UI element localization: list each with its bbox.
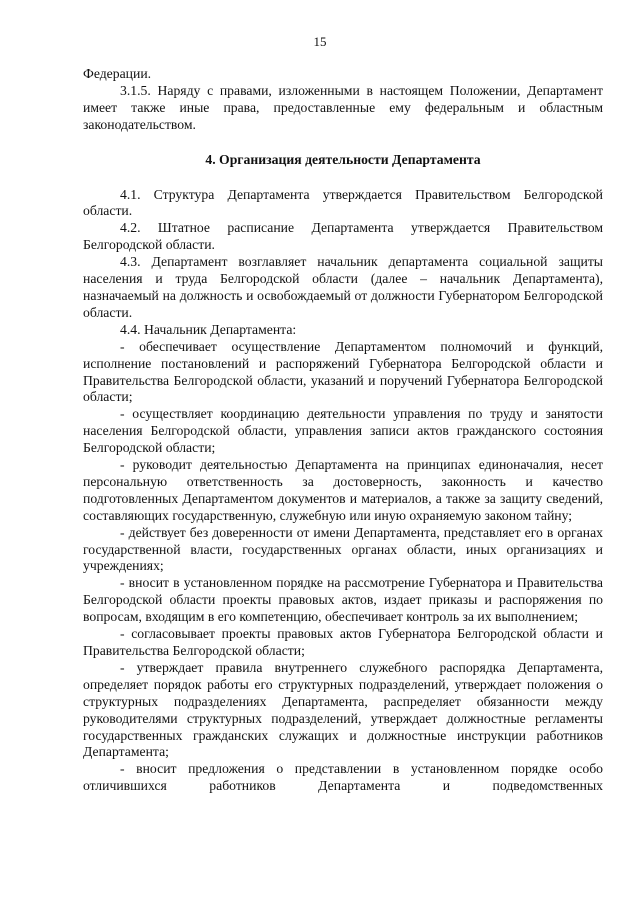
- list-item-ensures-powers: - обеспечивает осуществление Департаментом полномочий и функций, исполнение постановлений и распоряжений Губернатора Белгородской области и Правительства Белгородской области, указаний и поручений Губернатора Белгородской области;: [83, 338, 603, 405]
- paragraph-4-3: 4.3. Департамент возглавляет начальник департамента социальной защиты населения и труда Белгородской области (далее – начальник Департамента), назначаемый на должность и освобождаемый от должности Губернатором Белгородской области.: [83, 254, 603, 320]
- list-item-proposals: - вносит предложения о представлении в установленном порядке особо отличившихся работников Департамента и подведомственных: [83, 761, 603, 794]
- paragraph-4-4: 4.4. Начальник Департамента:: [120, 321, 297, 337]
- page-number: 15: [313, 34, 327, 49]
- list-item-submits-drafts: - вносит в установленном порядке на рассмотрение Губернатора и Правительства Белгородской области проекты правовых актов, издает приказы и распоряжения по вопросам, входящим в его компетенцию, обеспечивает контроль за их выполнением;: [83, 575, 603, 625]
- section-heading: 4. Организация деятельности Департамента: [205, 151, 481, 167]
- list-item-coordination: - осуществляет координацию деятельности управления по труду и занятости населения Белгородской области, управления записи актов гражданского состояния Белгородской области;: [83, 406, 603, 456]
- list-item-manages: - руководит деятельностью Департамента на принципах единоначалия, несет персональную ответственность за достоверность, законность и качество подготовленных Департаментом документов и материалов, а также за защиту сведений, составляющих государственную, служебную или иную охраняемую законом тайну;: [83, 457, 603, 523]
- list-item-approves-drafts: - согласовывает проекты правовых актов Губернатора Белгородской области и Правительства Белгородской области;: [83, 626, 603, 658]
- list-item-approves-rules: - утверждает правила внутреннего служебного распорядка Департамента, определяет порядок работы его структурных подразделений, утверждает положения о структурных подразделениях Департамента, распределяет обязанности между руководителями структурных подразделений, утверждает должностные регламенты государственных гражданских служащих и должностные инструкции работников Департамента;: [83, 659, 603, 760]
- paragraph-continuation: Федерации.: [83, 66, 152, 81]
- document-body: [83, 66, 603, 795]
- paragraph-4-1: 4.1. Структура Департамента утверждается Правительством Белгородской области.: [83, 186, 603, 219]
- list-item-acts-without-proxy: - действует без доверенности от имени Департамента, представляет его в органах государственной власти, государственных органах области, иных организациях и учреждениях;: [83, 524, 603, 574]
- paragraph-4-2: 4.2. Штатное расписание Департамента утверждается Правительством Белгородской области.: [83, 220, 603, 253]
- paragraph-3-1-5: 3.1.5. Наряду с правами, изложенными в настоящем Положении, Департамент имеет также иные права, предоставленные ему федеральным и областным законодательством.: [83, 82, 603, 132]
